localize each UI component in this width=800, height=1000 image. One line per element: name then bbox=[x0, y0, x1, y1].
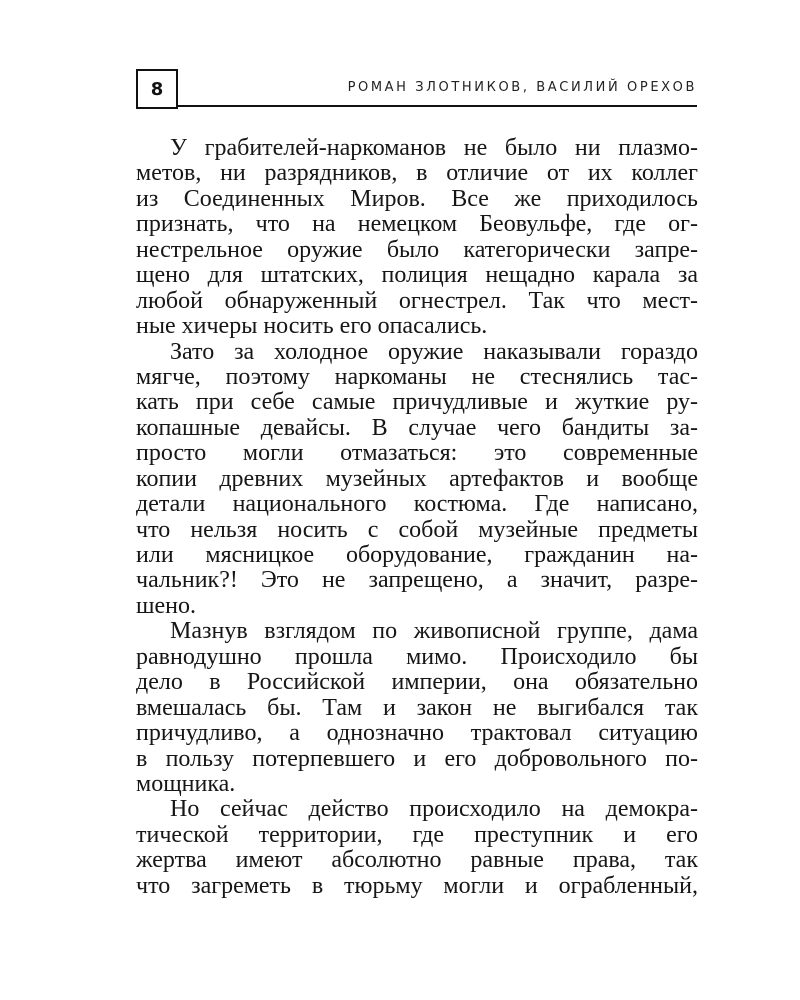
text-line: признать, что на немецком Беовульфе, где ог- bbox=[136, 211, 698, 238]
text-line: мягче, поэтому наркоманы не стеснялись тас- bbox=[136, 363, 698, 390]
text-line: вмешалась бы. Там и закон не выгибался так bbox=[136, 694, 698, 721]
text-line: равнодушно прошла мимо. Происходило бы bbox=[136, 643, 698, 670]
text-line: Но сейчас действо происходило на демокра- bbox=[170, 796, 698, 823]
text-line: детали национального костюма. Где написано, bbox=[136, 491, 698, 518]
body-text bbox=[136, 136, 698, 899]
text-line: копии древних музейных артефактов и вообще bbox=[136, 465, 698, 492]
text-line: жертва имеют абсолютно равные права, так bbox=[136, 847, 698, 874]
header-rule bbox=[178, 105, 697, 107]
text-line: Зато за холодное оружие наказывали гораздо bbox=[170, 338, 698, 365]
text-line: чальник?! Это не запрещено, а значит, разре- bbox=[136, 567, 698, 594]
text-line: в пользу потерпевшего и его добровольного по- bbox=[136, 745, 698, 772]
text-line: просто могли отмазаться: это современные bbox=[136, 440, 698, 467]
text-line: мощника. bbox=[136, 770, 236, 797]
text-line: шено. bbox=[136, 592, 196, 619]
text-line: причудливо, а однозначно трактовал ситуацию bbox=[136, 720, 698, 747]
text-line: дело в Российской империи, она обязательно bbox=[136, 669, 698, 696]
text-line: или мясницкое оборудование, гражданин на- bbox=[136, 542, 698, 568]
text-line: из Соединенных Миров. Все же приходилось bbox=[136, 185, 698, 212]
text-line: что загреметь в тюрьму могли и ограбленный, bbox=[136, 872, 698, 899]
running-head: РОМАН ЗЛОТНИКОВ, ВАСИЛИЙ ОРЕХОВ bbox=[347, 80, 697, 95]
text-line: Мазнув взглядом по живописной группе, дама bbox=[170, 618, 698, 645]
text-line: метов, ни разрядников, в отличие от их коллег bbox=[136, 160, 698, 187]
text-line: что нельзя носить с собой музейные предметы bbox=[136, 516, 698, 543]
text-line: любой обнаруженный огнестрел. Так что мест- bbox=[136, 287, 698, 314]
text-line: кать при себе самые причудливые и жуткие ру- bbox=[136, 389, 698, 416]
text-line: нестрельное оружие было категорически запре- bbox=[136, 236, 698, 263]
page-number: 8 bbox=[136, 69, 178, 109]
text-line: тической территории, где преступник и его bbox=[136, 821, 698, 848]
text-line: копашные девайсы. В случае чего бандиты за- bbox=[136, 414, 698, 441]
text-line: У грабителей-наркоманов не было ни плазмо- bbox=[170, 135, 698, 161]
text-line: ные хичеры носить его опасались. bbox=[136, 313, 488, 340]
text-line: щено для штатских, полиция нещадно карала за bbox=[136, 262, 698, 289]
